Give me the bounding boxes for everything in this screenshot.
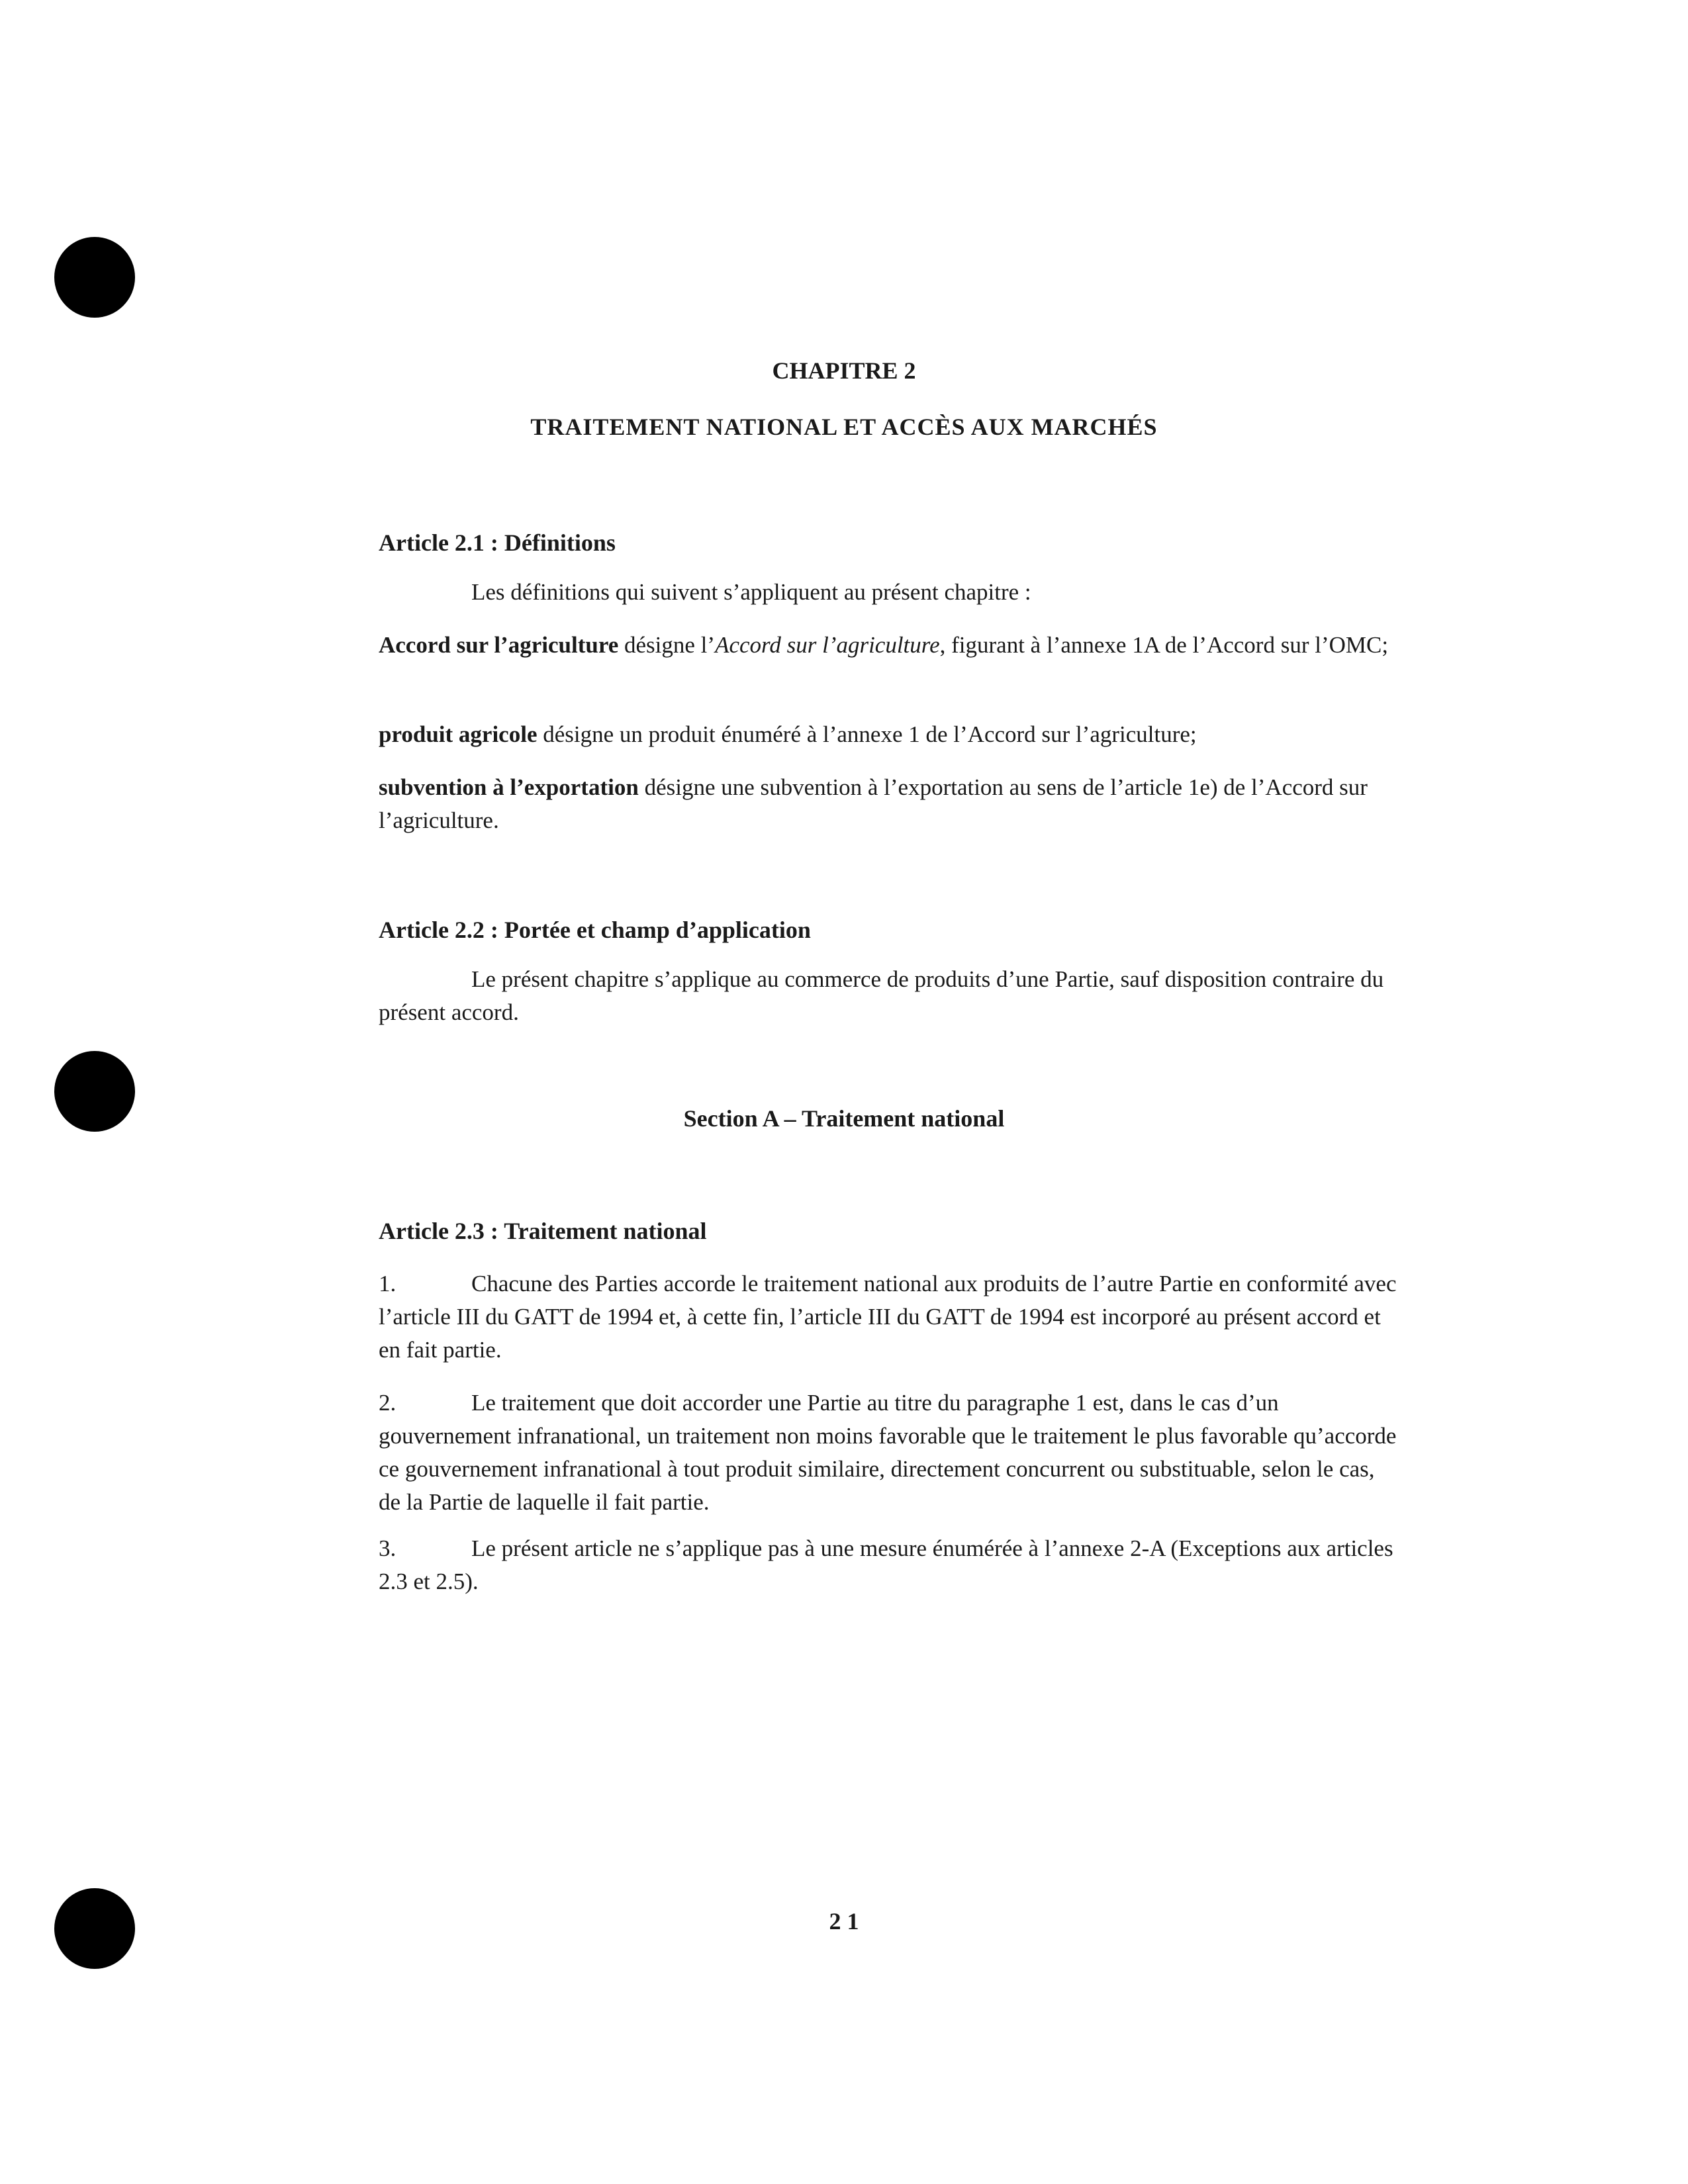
definition-text: désigne un produit énuméré à l’annexe 1 de l’Accord sur l’agriculture; [537,721,1197,747]
page-number: 2 1 [829,1908,859,1934]
paragraph-number: 1. [379,1271,397,1297]
definition-term: Accord sur l’agriculture [379,632,619,658]
article-2-3-paragraph-1 [379,1267,1398,1367]
definition-text: désigne l’ [618,632,716,658]
article-2-3-paragraph-2 [379,1387,1398,1519]
article-2-2-text: Le présent chapitre s’applique au commerce de produits d’une Partie, sauf disposition contraire du présent accord. [379,966,1384,1025]
definition-subvention-exportation [379,771,1398,837]
definition-produit-agricole [379,718,1398,751]
article-2-1-intro: Les définitions qui suivent s’appliquent au présent chapitre : [471,579,1031,605]
chapter-number: CHAPITRE 2 [772,357,916,384]
definition-term: subvention à l’exportation [379,774,639,800]
article-2-2-heading: Article 2.2 : Portée et champ d’application [379,917,811,943]
article-2-3-paragraph-3 [379,1532,1398,1598]
paragraph-text: Le traitement que doit accorder une Partie au titre du paragraphe 1 est, dans le cas d’un gouvernement infranational, un traitement non moins favorable que le traitement le plus favorable qu’accorde ce gouvernement infranational à tout produit similaire, directement concurrent ou substituable, selon le cas, de la Partie de laquelle il fait partie. [379,1390,1397,1515]
definition-text: désigne une subvention à l’exportation au sens de l’article 1e) de l’Accord sur l’agriculture. [379,774,1368,833]
definition-accord-agriculture [379,629,1398,662]
definition-term: produit agricole [379,721,538,747]
definition-italic-title: Accord sur l’agriculture [715,632,940,658]
paragraph-number: 3. [379,1535,397,1561]
article-2-1-heading: Article 2.1 : Définitions [379,529,616,556]
paragraph-text: Le présent article ne s’applique pas à une mesure énumérée à l’annexe 2-A (Exceptions aux articles 2.3 et 2.5). [379,1535,1393,1594]
punch-hole-top [54,237,135,318]
paragraph-number: 2. [379,1390,397,1416]
paragraph-text: Chacune des Parties accorde le traitement national aux produits de l’autre Partie en conformité avec l’article III du GATT de 1994 et, à cette fin, l’article III du GATT de 1994 est incorporé au présent accord et en fait partie. [379,1271,1397,1363]
chapter-title: TRAITEMENT NATIONAL ET ACCÈS AUX MARCHÉS [530,414,1158,440]
definition-text-end: , figurant à l’annexe 1A de l’Accord sur l’OMC; [939,632,1389,658]
article-2-3-heading: Article 2.3 : Traitement national [379,1218,707,1244]
section-a-title: Section A – Traitement national [683,1105,1005,1132]
